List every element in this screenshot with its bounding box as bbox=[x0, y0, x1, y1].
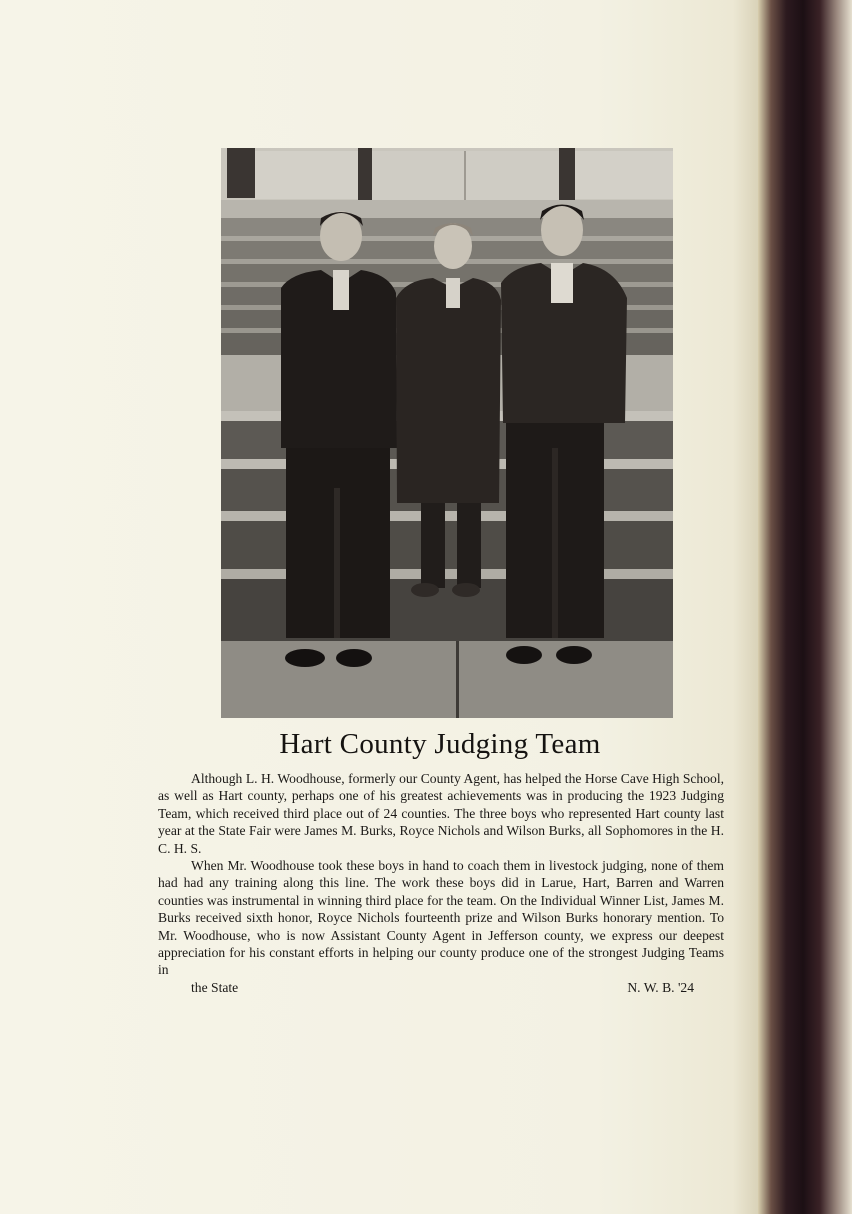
paragraph-2: When Mr. Woodhouse took these boys in hand to coach them in livestock judging, none of them had had any training along this line. The work these boys did in Larue, Hart, Barren and Warren counties was instrumental in winning third place for the team. On the Individual Winner List, James M. Burks received sixth honor, Royce Nichols fourteenth prize and Wilson Burks honorary mention. To Mr. Woodhouse, who is now Assistant County Agent in Jefferson county, we express our deepest appreciation for his constant efforts in helping our county produce one of the strongest Judging Teams in bbox=[158, 858, 724, 978]
page-title: Hart County Judging Team bbox=[279, 728, 601, 760]
article-body bbox=[158, 770, 724, 996]
team-photograph bbox=[221, 148, 673, 718]
author-signature: N. W. B. '24 bbox=[627, 979, 694, 995]
book-spine-shadow bbox=[758, 0, 852, 1214]
paragraph-1: Although L. H. Woodhouse, formerly our County Agent, has helped the Horse Cave High School, as well as Hart county, perhaps one of his greatest achievements was in producing the 1923 Judging Team, which received third place out of 24 counties. The three boys who represented Hart county last year at the State Fair were James M. Burks, Royce Nichols and Wilson Burks, all Sophomores in the H. C. H. S. bbox=[158, 771, 724, 856]
closing-text: the State bbox=[191, 979, 239, 995]
closing-line bbox=[158, 979, 724, 996]
